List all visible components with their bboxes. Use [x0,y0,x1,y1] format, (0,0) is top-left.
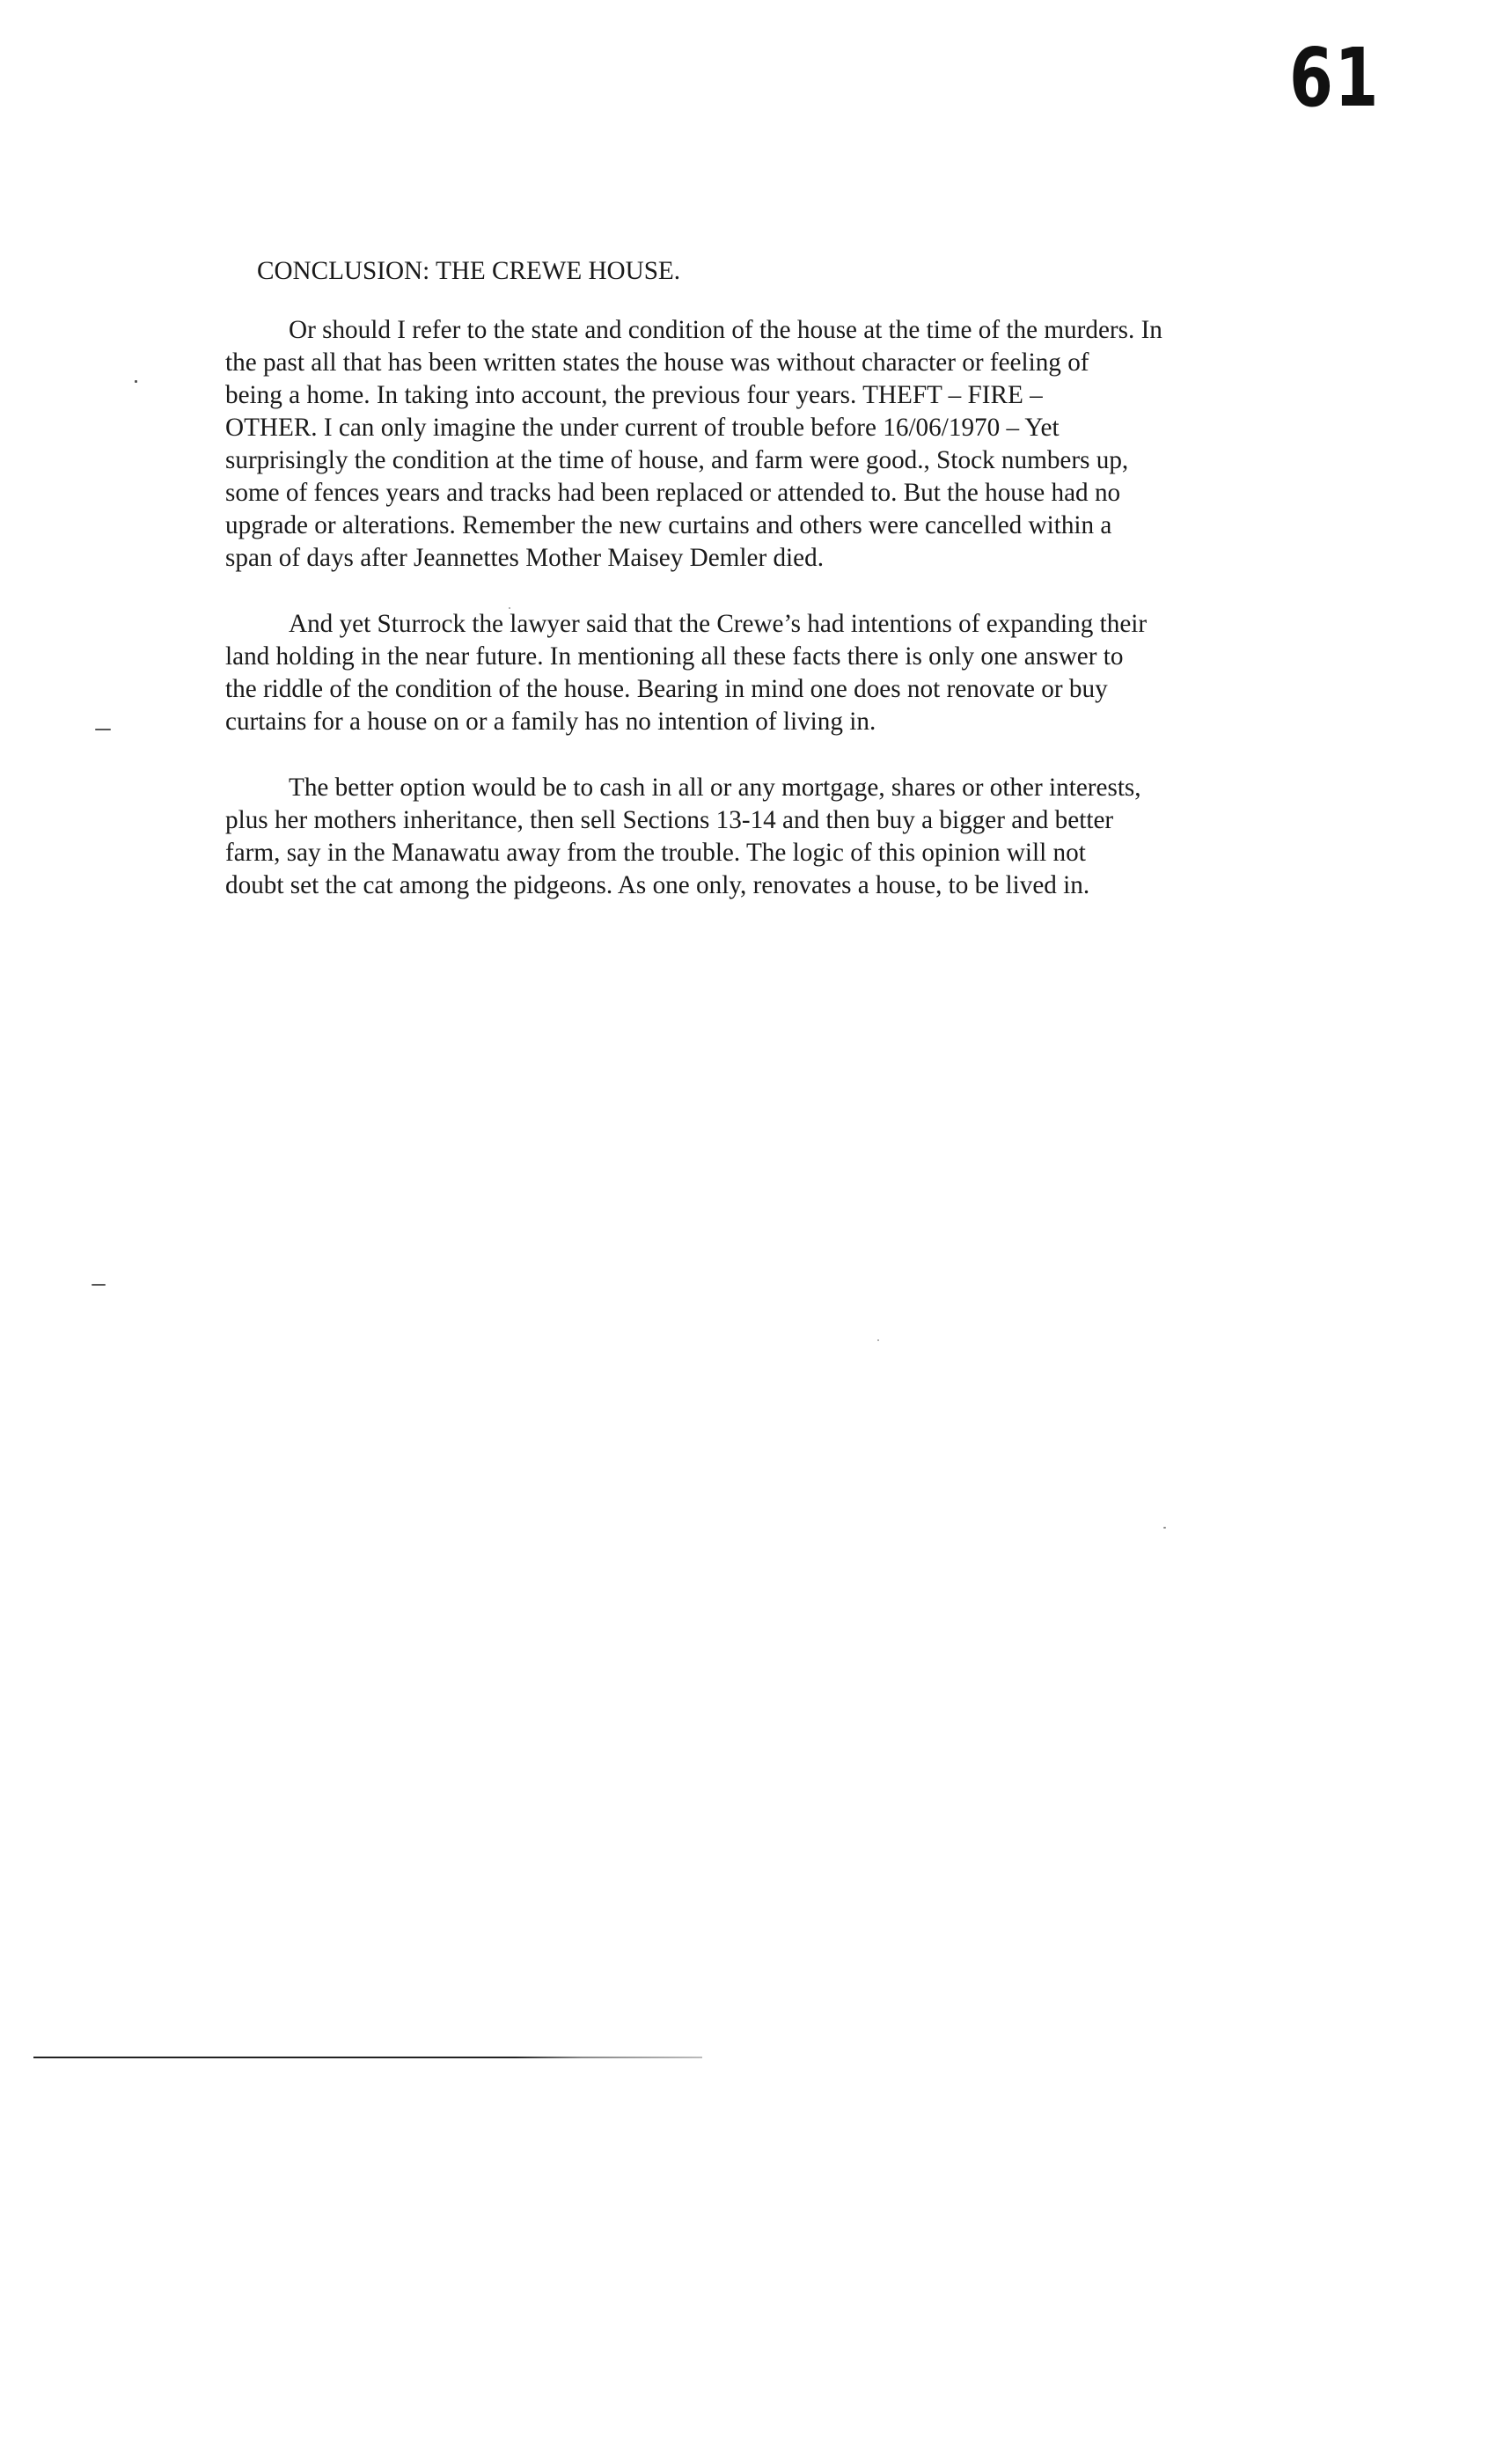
paragraph-line: The better option would be to cash in all or any mortgage, shares or other interests, [289,774,1141,802]
scan-speck [877,1339,879,1341]
paragraph-line: doubt set the cat among the pidgeons. As one only, renovates a house, to be lived in. [225,871,1090,899]
paragraph-line: And yet Sturrock the lawyer said that the Crewe’s had intentions of expanding their [289,610,1148,638]
scan-speck [95,729,111,730]
paragraph-line: curtains for a house on or a family has no intention of living in. [225,708,876,736]
paragraph-line: surprisingly the condition at the time of house, and farm were good., Stock numbers up, [225,446,1129,474]
scan-speck [135,380,137,383]
paragraph-1 [225,314,1291,575]
scan-speck [92,1284,106,1286]
paragraph-line: being a home. In taking into account, the previous four years. THEFT – FIRE – [225,381,1043,409]
paragraph-line: plus her mothers inheritance, then sell Sections 13-14 and then buy a bigger and better [225,806,1114,834]
handwritten-page-number: 61 [1289,31,1380,125]
paragraph-line: OTHER. I can only imagine the under current of trouble before 16/06/1970 – Yet [225,414,1060,442]
document-body [225,255,1291,935]
document-heading: CONCLUSION: THE CREWE HOUSE. [257,257,681,285]
bottom-rule [33,2057,702,2058]
paragraph-line: Or should I refer to the state and condition of the house at the time of the murders. In [289,316,1162,344]
paragraph-line: upgrade or alterations. Remember the new curtains and others were cancelled within a [225,511,1112,539]
paragraph-line: span of days after Jeannettes Mother Maisey Demler died. [225,544,825,572]
paragraph-2 [225,608,1291,738]
scan-speck [1163,1527,1166,1529]
paragraph-line: the riddle of the condition of the house. Bearing in mind one does not renovate or buy [225,675,1108,703]
paragraph-3 [225,772,1291,902]
paragraph-line: the past all that has been written states the house was without character or feeling of [225,348,1089,377]
paragraph-line: land holding in the near future. In mentioning all these facts there is only one answer to [225,642,1124,671]
paragraph-line: farm, say in the Manawatu away from the trouble. The logic of this opinion will not [225,839,1086,867]
scan-speck [509,607,510,609]
paragraph-line: some of fences years and tracks had been replaced or attended to. But the house had no [225,479,1121,507]
